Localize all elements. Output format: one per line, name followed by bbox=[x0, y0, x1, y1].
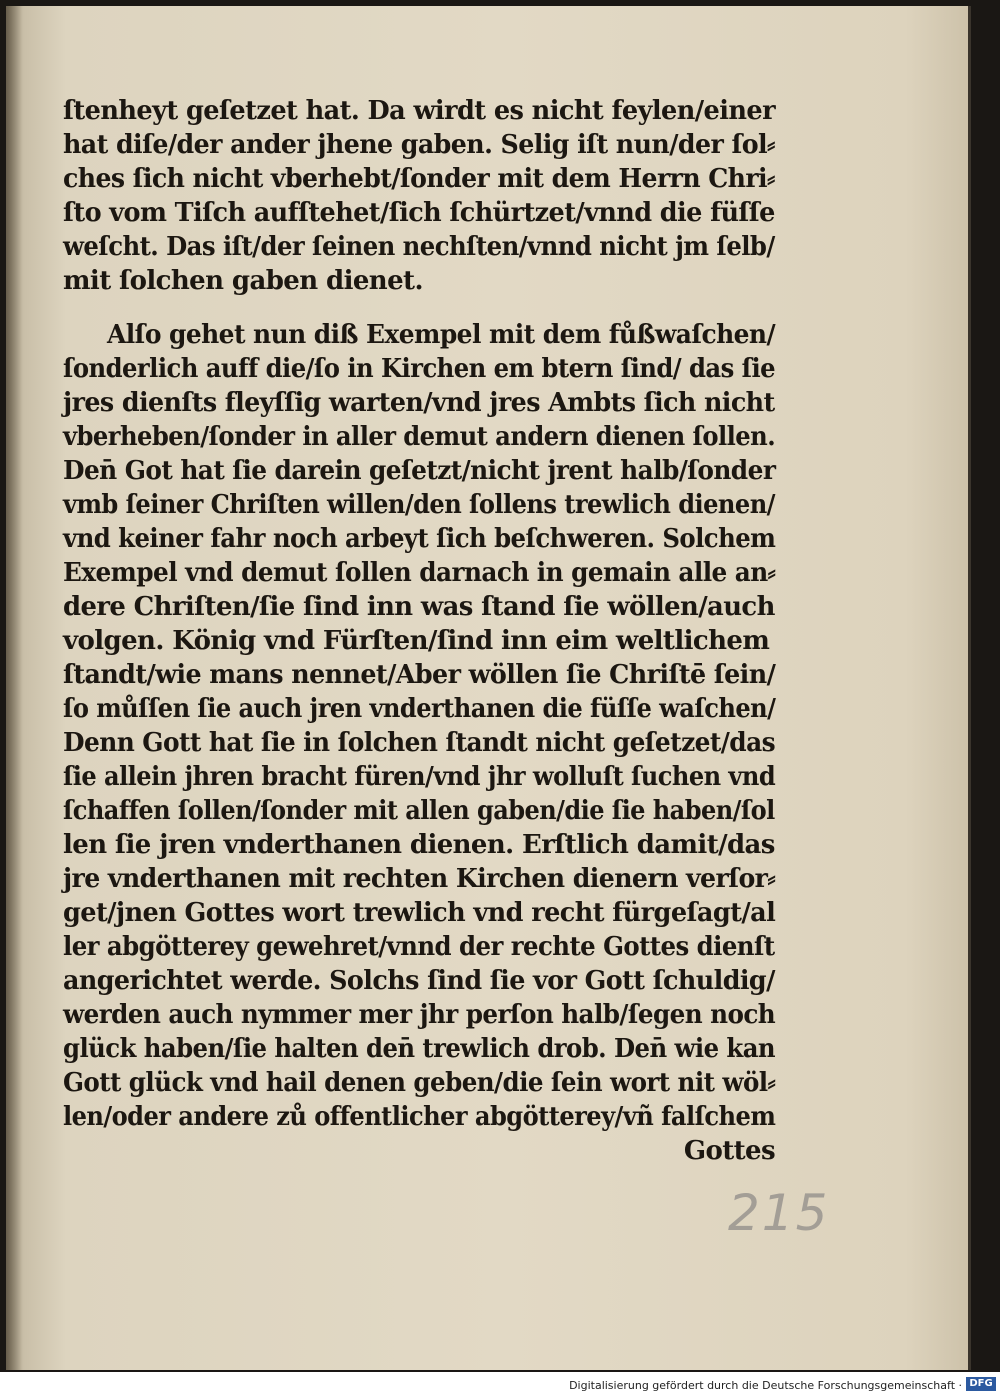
text-line: get/jnen Gottes wort trewlich vnd recht fürgeſagt/al bbox=[63, 898, 776, 928]
funding-notice: Digitalisierung gefördert durch die Deutsche Forschungsgemeinschaft · bbox=[569, 1379, 962, 1392]
text-line: weſcht. Das iſt/der ſeinen nechſten/vnnd nicht jm ſelb/ bbox=[63, 232, 775, 262]
text-line: len/oder andere zů offentlicher abgötterey/vñ falſchem bbox=[63, 1102, 776, 1132]
text-line: vnd keiner fahr noch arbeyt ſich beſchweren. Solchem bbox=[63, 524, 776, 554]
text-line: dere Chriſten/ſie ſind inn was ſtand ſie wöllen/auch bbox=[63, 592, 775, 622]
page-edge bbox=[972, 6, 1000, 1370]
text-line: Gott glück vnd hail denen geben/die ſein wort nit wöl⸗ bbox=[63, 1068, 776, 1098]
text-line: ler abgötterey gewehret/vnnd der rechte Gottes dienſt bbox=[63, 932, 775, 962]
book-page bbox=[6, 6, 971, 1370]
text-line: glück haben/ſie halten den̄ trewlich drob. Den̄ wie kan bbox=[63, 1034, 776, 1064]
text-line: ſchaffen ſollen/ſonder mit allen gaben/die ſie haben/ſol bbox=[63, 796, 775, 826]
catchword: Gottes bbox=[683, 1136, 775, 1166]
text-line: werden auch nymmer mer jhr perſon halb/ſegen noch bbox=[63, 1000, 776, 1030]
text-line: volgen. König vnd Fürſten/ſind inn eim weltlichem bbox=[63, 626, 770, 656]
text-line: len ſie jren vnderthanen dienen. Erſtlich damit/das bbox=[63, 830, 775, 860]
footer-bar bbox=[0, 1372, 1000, 1398]
text-line: Alſo gehet nun diß Exempel mit dem fůßwaſchen/ bbox=[107, 320, 776, 350]
text-line: ches ſich nicht vberhebt/ſonder mit dem Herrn Chri⸗ bbox=[63, 164, 775, 194]
text-line: mit ſolchen gaben dienet. bbox=[63, 266, 423, 296]
text-line: Denn Gott hat ſie in ſolchen ſtandt nicht geſetzet/das bbox=[63, 728, 776, 758]
text-line: vmb ſeiner Chriſten willen/den ſollens trewlich dienen/ bbox=[63, 490, 775, 520]
text-line: Den̄ Got hat ſie darein geſetzt/nicht jrent halb/ſonder bbox=[63, 456, 776, 486]
text-line: Exempel vnd demut ſollen darnach in gemain alle an⸗ bbox=[63, 558, 776, 588]
text-line: ſo můſſen ſie auch jren vnderthanen die füſſe waſchen/ bbox=[63, 694, 776, 724]
text-line: vberheben/ſonder in aller demut andern dienen ſollen. bbox=[63, 422, 776, 452]
text-line: ſto vom Tiſch aufſtehet/ſich ſchürtzet/vnnd die füſſe bbox=[63, 198, 775, 228]
text-line: ſie allein jhren bracht füren/vnd jhr wolluſt ſuchen vnd bbox=[63, 762, 776, 792]
text-line: jre vnderthanen mit rechten Kirchen dienern verſor⸗ bbox=[63, 864, 776, 894]
text-line: angerichtet werde. Solchs ſind ſie vor Gott ſchuldig/ bbox=[63, 966, 775, 996]
dfg-logo[interactable]: DFG bbox=[966, 1377, 996, 1391]
text-line: ſonderlich auff die/ſo in Kirchen em btern ſind/ das ſie bbox=[63, 354, 776, 384]
text-line: hat diſe/der ander jhene gaben. Selig iſt nun/der ſol⸗ bbox=[63, 130, 775, 160]
text-line: ſtandt/wie mans nennet/Aber wöllen ſie Chriſtē ſein/ bbox=[63, 660, 776, 690]
handwritten-page-number: 215 bbox=[728, 1184, 830, 1242]
text-line: jres dienſts fleyſſig warten/vnd jres Ambts ſich nicht bbox=[63, 388, 775, 418]
text-line: ſtenheyt geſetzet hat. Da wirdt es nicht feylen/einer bbox=[63, 96, 775, 126]
spine-shadow bbox=[6, 6, 22, 1370]
text-block bbox=[63, 94, 783, 1168]
